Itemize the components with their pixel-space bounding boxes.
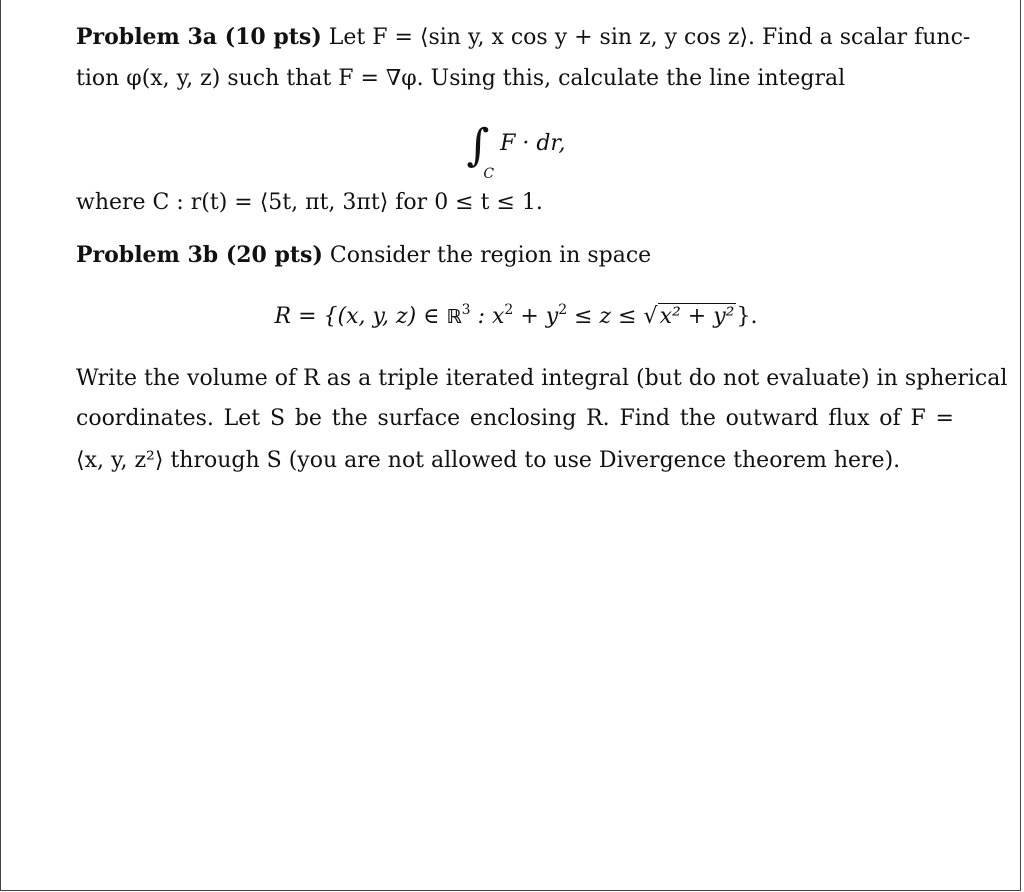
reals-symbol: ℝ xyxy=(446,306,462,328)
integral-sign: ∫ xyxy=(466,120,490,171)
p3a-statement: Let F = ⟨sin y, x cos y + sin z, y cos z⟩. Find a scalar func- xyxy=(328,25,971,50)
region-inequality: ≤ z ≤ √ xyxy=(567,304,658,329)
p3b-line-2: Write the volume of R as a triple iterated integral (but do not evaluate) in spherical xyxy=(76,366,1008,391)
p3b-line-1 xyxy=(76,242,651,268)
region-lhs: R = {(x, y, z) ∈ xyxy=(274,304,447,329)
integrand: F · dr, xyxy=(500,131,566,156)
p3a-line-1 xyxy=(76,24,970,50)
p3b-line-4: ⟨x, y, z²⟩ through S (you are not allowed to use Divergence theorem here). xyxy=(76,448,901,473)
region-definition xyxy=(76,304,956,329)
region-y: + y xyxy=(513,304,559,329)
p3a-heading: Problem 3a (10 pts) xyxy=(76,24,322,50)
p3b-intro: Consider the region in space xyxy=(329,243,652,268)
line-integral xyxy=(76,110,956,182)
reals-exponent: 3 xyxy=(461,302,471,318)
region-close: }. xyxy=(736,304,758,329)
y-square: 2 xyxy=(558,302,568,318)
region-x: : x xyxy=(470,304,505,329)
p3a-line-2: tion φ(x, y, z) such that F = ∇φ. Using this, calculate the line integral xyxy=(76,66,846,91)
x-square: 2 xyxy=(504,302,514,318)
p3b-heading: Problem 3b (20 pts) xyxy=(76,242,323,268)
integral-subscript: C xyxy=(483,166,495,182)
p3b-line-3: coordinates. Let S be the surface enclosing R. Find the outward flux of F = xyxy=(76,406,954,431)
sqrt-radicand: x² + y² xyxy=(659,304,735,329)
p3a-line-3: where C : r(t) = ⟨5t, πt, 3πt⟩ for 0 ≤ t ≤ 1. xyxy=(76,190,543,215)
